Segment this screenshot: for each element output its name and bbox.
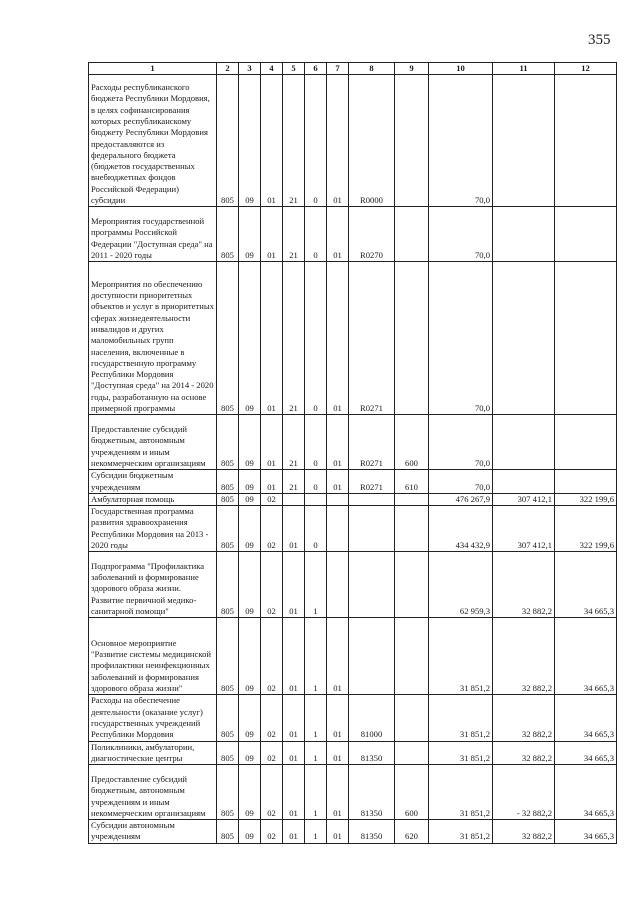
- row-description: Расходы на обеспечение деятельности (оказание услуг) государственных учреждений Республики Мордовия: [89, 695, 217, 741]
- cell-c6: 1: [305, 765, 327, 820]
- column-header: 9: [395, 63, 429, 75]
- row-description: Субсидии бюджетным учреждениям: [89, 470, 217, 494]
- table-row: [89, 75, 617, 207]
- table-row: [89, 765, 617, 820]
- cell-c9: 600: [395, 415, 429, 470]
- column-header: 11: [493, 63, 555, 75]
- cell-c3: 09: [239, 618, 261, 695]
- cell-c8: [349, 618, 395, 695]
- cell-c9: [395, 506, 429, 552]
- cell-c11: 307 412,1: [493, 506, 555, 552]
- cell-c3: 09: [239, 741, 261, 765]
- cell-c7: [327, 552, 349, 618]
- cell-c10: 62 959,3: [429, 552, 493, 618]
- cell-c6: 1: [305, 552, 327, 618]
- cell-c11: [493, 262, 555, 415]
- cell-c9: [395, 75, 429, 207]
- cell-c12: 34 665,3: [555, 820, 617, 844]
- cell-c4: 02: [261, 506, 283, 552]
- cell-c10: 434 432,9: [429, 506, 493, 552]
- cell-c4: 02: [261, 741, 283, 765]
- cell-c8: 81350: [349, 820, 395, 844]
- cell-c4: 02: [261, 493, 283, 505]
- cell-c3: 09: [239, 506, 261, 552]
- cell-c5: 01: [283, 695, 305, 741]
- cell-c2: 805: [217, 820, 239, 844]
- page-number: 355: [588, 32, 611, 48]
- cell-c2: 805: [217, 765, 239, 820]
- cell-c12: [555, 415, 617, 470]
- cell-c6: 0: [305, 75, 327, 207]
- cell-c10: 31 851,2: [429, 741, 493, 765]
- cell-c9: 600: [395, 765, 429, 820]
- cell-c3: 09: [239, 415, 261, 470]
- cell-c9: 620: [395, 820, 429, 844]
- cell-c11: 32 882,2: [493, 820, 555, 844]
- cell-c6: 1: [305, 618, 327, 695]
- cell-c6: 0: [305, 207, 327, 262]
- cell-c10: 70,0: [429, 75, 493, 207]
- cell-c10: 70,0: [429, 262, 493, 415]
- column-header: 10: [429, 63, 493, 75]
- cell-c9: [395, 618, 429, 695]
- cell-c3: 09: [239, 493, 261, 505]
- cell-c4: 01: [261, 262, 283, 415]
- cell-c7: 01: [327, 765, 349, 820]
- cell-c12: 322 199,6: [555, 506, 617, 552]
- cell-c5: 01: [283, 820, 305, 844]
- column-header: 2: [217, 63, 239, 75]
- table-row: [89, 618, 617, 695]
- column-header: 3: [239, 63, 261, 75]
- cell-c5: 01: [283, 552, 305, 618]
- table-row: [89, 820, 617, 844]
- cell-c3: 09: [239, 470, 261, 494]
- cell-c6: 0: [305, 506, 327, 552]
- cell-c3: 09: [239, 765, 261, 820]
- table-header-row: [89, 63, 617, 75]
- budget-table: [88, 62, 617, 844]
- cell-c12: 34 665,3: [555, 552, 617, 618]
- cell-c7: 01: [327, 75, 349, 207]
- cell-c11: [493, 415, 555, 470]
- cell-c4: 02: [261, 695, 283, 741]
- cell-c5: 01: [283, 506, 305, 552]
- cell-c2: 805: [217, 741, 239, 765]
- row-description: Амбулаторная помощь: [89, 493, 217, 505]
- cell-c12: [555, 470, 617, 494]
- table-row: [89, 695, 617, 741]
- cell-c11: 32 882,2: [493, 552, 555, 618]
- cell-c10: 31 851,2: [429, 820, 493, 844]
- cell-c8: R0271: [349, 415, 395, 470]
- column-header: 7: [327, 63, 349, 75]
- cell-c12: 322 199,6: [555, 493, 617, 505]
- cell-c11: 32 882,2: [493, 695, 555, 741]
- table-row: [89, 207, 617, 262]
- cell-c2: 805: [217, 552, 239, 618]
- cell-c12: 34 665,3: [555, 618, 617, 695]
- cell-c7: 01: [327, 262, 349, 415]
- cell-c11: 32 882,2: [493, 618, 555, 695]
- cell-c10: 31 851,2: [429, 618, 493, 695]
- cell-c3: 09: [239, 552, 261, 618]
- cell-c2: 805: [217, 470, 239, 494]
- cell-c12: [555, 262, 617, 415]
- cell-c10: 70,0: [429, 415, 493, 470]
- cell-c8: [349, 552, 395, 618]
- cell-c8: R0271: [349, 470, 395, 494]
- cell-c7: 01: [327, 820, 349, 844]
- cell-c2: 805: [217, 618, 239, 695]
- cell-c6: 1: [305, 695, 327, 741]
- cell-c7: 01: [327, 207, 349, 262]
- cell-c8: R0270: [349, 207, 395, 262]
- cell-c2: 805: [217, 262, 239, 415]
- cell-c7: [327, 506, 349, 552]
- cell-c11: - 32 882,2: [493, 765, 555, 820]
- cell-c7: 01: [327, 470, 349, 494]
- cell-c12: 34 665,3: [555, 695, 617, 741]
- cell-c2: 805: [217, 493, 239, 505]
- column-header: 12: [555, 63, 617, 75]
- cell-c4: 02: [261, 765, 283, 820]
- cell-c4: 02: [261, 820, 283, 844]
- row-description: Мероприятия по обеспечению доступности приоритетных объектов и услуг в приоритетных сферах жизнедеятельности инвалидов и других маломобильных групп населения, включенные в государственную программу Республики Мордовия "Доступная среда" на 2014 - 2020 годы, разработанную на основе примерной программы: [89, 262, 217, 415]
- cell-c7: 01: [327, 618, 349, 695]
- cell-c10: 476 267,9: [429, 493, 493, 505]
- cell-c10: 70,0: [429, 207, 493, 262]
- table-row: [89, 552, 617, 618]
- cell-c7: 01: [327, 415, 349, 470]
- column-header: 8: [349, 63, 395, 75]
- cell-c2: 805: [217, 75, 239, 207]
- row-description: Расходы республиканского бюджета Республики Мордовия, в целях софинансирования которых республиканскому бюджету Республики Мордовия предоставляются из федерального бюджета (бюджетов государственных внебюджетных фондов Российской Федерации) субсидии: [89, 75, 217, 207]
- cell-c3: 09: [239, 695, 261, 741]
- cell-c4: 01: [261, 207, 283, 262]
- cell-c11: 32 882,2: [493, 741, 555, 765]
- cell-c4: 01: [261, 75, 283, 207]
- cell-c9: [395, 493, 429, 505]
- cell-c3: 09: [239, 262, 261, 415]
- cell-c9: [395, 741, 429, 765]
- cell-c6: 1: [305, 741, 327, 765]
- cell-c8: 81350: [349, 765, 395, 820]
- cell-c8: 81350: [349, 741, 395, 765]
- cell-c7: 01: [327, 695, 349, 741]
- cell-c2: 805: [217, 695, 239, 741]
- table-row: [89, 741, 617, 765]
- row-description: Субсидии автономным учреждениям: [89, 820, 217, 844]
- cell-c6: 0: [305, 262, 327, 415]
- row-description: Основное мероприятие "Развитие системы медицинской профилактики неинфекционных заболеваний и формирования здорового образа жизни": [89, 618, 217, 695]
- cell-c7: [327, 493, 349, 505]
- cell-c11: [493, 207, 555, 262]
- cell-c2: 805: [217, 506, 239, 552]
- cell-c4: 02: [261, 618, 283, 695]
- cell-c9: [395, 207, 429, 262]
- cell-c6: [305, 493, 327, 505]
- cell-c9: [395, 695, 429, 741]
- cell-c6: 0: [305, 470, 327, 494]
- cell-c7: 01: [327, 741, 349, 765]
- row-description: Предоставление субсидий бюджетным, автономным учреждениям и иным некоммерческим организациям: [89, 765, 217, 820]
- column-header: 1: [89, 63, 217, 75]
- cell-c8: 81000: [349, 695, 395, 741]
- cell-c3: 09: [239, 820, 261, 844]
- cell-c5: 01: [283, 741, 305, 765]
- row-description: Поликлиники, амбулатории, диагностические центры: [89, 741, 217, 765]
- cell-c9: [395, 262, 429, 415]
- cell-c10: 70,0: [429, 470, 493, 494]
- table-row: [89, 415, 617, 470]
- cell-c12: [555, 207, 617, 262]
- cell-c5: 01: [283, 765, 305, 820]
- cell-c5: 01: [283, 618, 305, 695]
- cell-c8: R0000: [349, 75, 395, 207]
- table-row: [89, 262, 617, 415]
- column-header: 4: [261, 63, 283, 75]
- cell-c5: 21: [283, 470, 305, 494]
- cell-c9: 610: [395, 470, 429, 494]
- cell-c3: 09: [239, 75, 261, 207]
- cell-c10: 31 851,2: [429, 695, 493, 741]
- cell-c11: 307 412,1: [493, 493, 555, 505]
- cell-c9: [395, 552, 429, 618]
- cell-c5: 21: [283, 75, 305, 207]
- cell-c8: [349, 506, 395, 552]
- cell-c8: R0271: [349, 262, 395, 415]
- column-header: 5: [283, 63, 305, 75]
- cell-c11: [493, 75, 555, 207]
- table-row: [89, 506, 617, 552]
- cell-c4: 01: [261, 415, 283, 470]
- table-row: [89, 470, 617, 494]
- cell-c12: 34 665,3: [555, 741, 617, 765]
- cell-c5: 21: [283, 262, 305, 415]
- cell-c2: 805: [217, 207, 239, 262]
- cell-c10: 31 851,2: [429, 765, 493, 820]
- cell-c5: 21: [283, 415, 305, 470]
- cell-c6: 1: [305, 820, 327, 844]
- cell-c5: [283, 493, 305, 505]
- cell-c6: 0: [305, 415, 327, 470]
- cell-c4: 01: [261, 470, 283, 494]
- row-description: Предоставление субсидий бюджетным, автономным учреждениям и иным некоммерческим организациям: [89, 415, 217, 470]
- row-description: Подпрограмма "Профилактика заболеваний и формирование здорового образа жизни. Развитие первичной медико-санитарной помощи": [89, 552, 217, 618]
- column-header: 6: [305, 63, 327, 75]
- cell-c5: 21: [283, 207, 305, 262]
- row-description: Мероприятия государственной программы Российской Федерации "Доступная среда" на 2011 - 2020 годы: [89, 207, 217, 262]
- cell-c12: 34 665,3: [555, 765, 617, 820]
- cell-c8: [349, 493, 395, 505]
- cell-c3: 09: [239, 207, 261, 262]
- cell-c2: 805: [217, 415, 239, 470]
- cell-c4: 02: [261, 552, 283, 618]
- table-row: [89, 493, 617, 505]
- cell-c11: [493, 470, 555, 494]
- row-description: Государственная программа развития здравоохранения Республики Мордовия на 2013 - 2020 годы: [89, 506, 217, 552]
- cell-c12: [555, 75, 617, 207]
